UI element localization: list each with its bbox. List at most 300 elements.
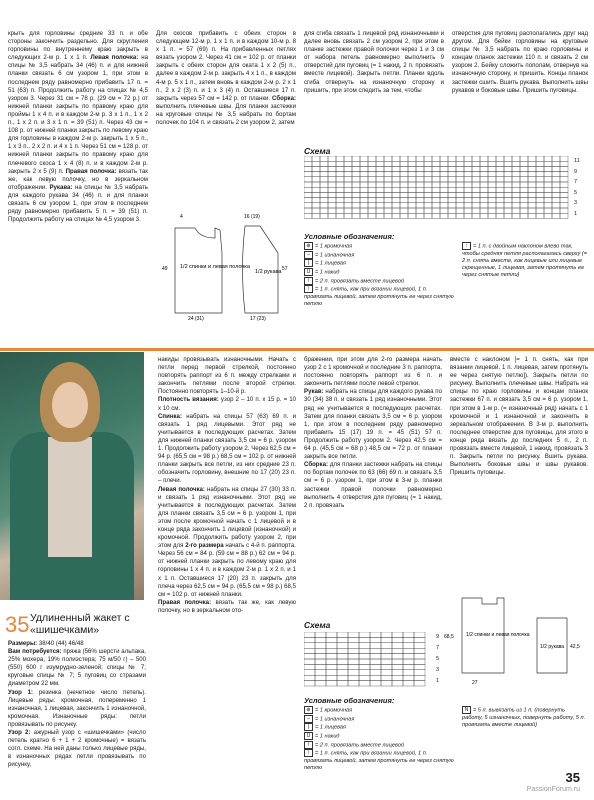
chart-cell [408, 166, 416, 171]
chart-cell [408, 161, 416, 166]
chart-cell [392, 681, 403, 686]
ssk-symbol-icon: \ [304, 749, 313, 757]
selvage-symbol-icon: ⊕ [304, 242, 313, 250]
row-num: 7 [574, 179, 578, 185]
chart-cell [352, 156, 360, 161]
dim-top-0: 4 [180, 214, 183, 220]
top-row-numbers [574, 156, 580, 219]
chart-cell [304, 187, 312, 192]
chart-cell [504, 182, 512, 187]
chart-cell [414, 637, 425, 642]
pattern1-text: резинка (нечетное число петель). Лицевые ряды: кромочная, попеременно 1 изнаночная, 1 лицевая, закончить 1 изнаночной, кромочная. Изнаночные ряды: петли провязывать по рисунку. [8, 688, 147, 728]
chart-cell [496, 156, 504, 161]
chart-cell [472, 213, 480, 218]
chart-cell [376, 177, 384, 182]
chart-cell [528, 187, 536, 192]
chart-cell [392, 177, 400, 182]
chart-cell [416, 208, 424, 213]
chart-cell [408, 213, 416, 218]
chart-cell [488, 192, 496, 197]
back-label: Спинка: [158, 412, 182, 420]
chart-cell [408, 177, 416, 182]
chart-cell [448, 198, 456, 203]
chart-cell [400, 192, 408, 197]
chart-cell [315, 654, 326, 659]
chart-cell [392, 198, 400, 203]
chart-cell [464, 161, 472, 166]
chart-cell [424, 192, 432, 197]
chart-cell [504, 187, 512, 192]
chart-cell [400, 213, 408, 218]
chart-cell [337, 681, 348, 686]
sleeve-piece-label: 1/2 рукава [255, 269, 282, 275]
chart-cell [456, 187, 464, 192]
chart-cell [370, 648, 381, 653]
chart-cell [480, 166, 488, 171]
page-number: 35 [565, 770, 580, 785]
legend-item: – = 1 изнаночная [304, 715, 454, 724]
chart-cell [520, 172, 528, 177]
section-divider [0, 348, 594, 351]
purl-symbol-icon: – [304, 251, 313, 259]
chart-cell [344, 166, 352, 171]
chart-cell [400, 177, 408, 182]
chart-cell [416, 166, 424, 171]
chart-cell [520, 213, 528, 218]
left-front-text: на спицы № 3,5 набрать 34 (46) п. и для нижней планки связать 6 см узором 1, при этом в последнем ряду равномерно прибавить 17 п. = 51 (63) п. Продолжить работу на спицах № 4,5 узором 3. Через 31 см = 78 р. (29 см = 72 р.) от нижней планки закрыть по правому краю для проймы 1 x 4 п. и в каждом 2-м р. 3 x 1 п., 1 x 2 п., 1 x 2 п. и 3 x 1 п. = 39 (51) п. Через 43 см = 108 р. от нижней планки закрыть по левому краю для горловины в каждом 2-м р. закрыть 1 х 5 п., 1 х 3 п., 2 х 2 п. и 4 х 1 п. Через 51 см = 128 р. от нижней планки закрыть по правому краю для плечевого скоса 1 х 4 (8) п. и в каждом 2-м р. закрыть 2 x 5 (9) п. [8, 54, 149, 175]
pattern-title: Удлиненный жакет с «шишечками» [30, 612, 130, 636]
chart-cell [376, 192, 384, 197]
chart-cell [456, 156, 464, 161]
chart-cell [376, 208, 384, 213]
chart-cell [512, 177, 520, 182]
chart-cell [440, 213, 448, 218]
legend-item: U = 1 накид [304, 268, 454, 277]
chart-cell [315, 681, 326, 686]
chart-cell [432, 203, 440, 208]
chart-cell [360, 203, 368, 208]
chart-cell [416, 172, 424, 177]
chart-cell [552, 192, 560, 197]
chart-cell [368, 156, 376, 161]
chart-cell [304, 172, 312, 177]
chart-cell [432, 198, 440, 203]
chart-cell [304, 156, 312, 161]
chart-cell [512, 192, 520, 197]
chart-cell [403, 632, 414, 637]
chart-cell [440, 198, 448, 203]
chart-cell [528, 208, 536, 213]
chart-cell [392, 659, 403, 664]
chart-cell [536, 161, 544, 166]
chart-cell [328, 166, 336, 171]
chart-cell [360, 156, 368, 161]
chart-cell [472, 177, 480, 182]
chart-cell [496, 203, 504, 208]
chart-cell [416, 203, 424, 208]
chart-cell [480, 213, 488, 218]
chart-cell [472, 208, 480, 213]
chart-cell [368, 177, 376, 182]
chart-cell [384, 198, 392, 203]
chart-cell [496, 198, 504, 203]
chart-cell [536, 182, 544, 187]
chart-cell [544, 172, 552, 177]
chart-cell [360, 182, 368, 187]
chart-cell [360, 187, 368, 192]
chart-cell [448, 187, 456, 192]
chart-cell [480, 187, 488, 192]
chart-cell [336, 182, 344, 187]
chart-cell [408, 198, 416, 203]
chart-cell [448, 172, 456, 177]
chart-cell [432, 161, 440, 166]
chart-cell [414, 659, 425, 664]
chart-cell [352, 177, 360, 182]
chart-cell [304, 632, 315, 637]
bottom-legend-right: N = 5 п. вывязать из 1 п. (повернуть работу, 5 изнаночных, повернуть работу, 5 п. провязать вместе лицевой) [462, 707, 586, 728]
chart-cell [528, 198, 536, 203]
chart-cell [328, 172, 336, 177]
legend-item: ⊕ = 1 кромочная [304, 242, 454, 251]
chart-cell [520, 208, 528, 213]
chart-cell [304, 161, 312, 166]
chart-cell [368, 192, 376, 197]
chart-cell [440, 203, 448, 208]
chart-cell [384, 187, 392, 192]
chart-cell [400, 198, 408, 203]
chart-cell [381, 637, 392, 642]
density-text: узор 2 – 10 п. x 15 р. = 10 x 10 см. [158, 396, 296, 412]
top-stitch-chart [304, 156, 574, 220]
chart-cell [504, 213, 512, 218]
chart-cell [320, 203, 328, 208]
chart-cell [512, 198, 520, 203]
chart-cell [552, 187, 560, 192]
chart-cell [348, 664, 359, 669]
double-decrease-symbol-icon: ↑ [462, 242, 471, 250]
chart-cell [337, 654, 348, 659]
chart-cell [472, 192, 480, 197]
chart-cell [312, 192, 320, 197]
chart-cell [528, 177, 536, 182]
chart-cell [368, 166, 376, 171]
chart-cell [360, 192, 368, 197]
chart-cell [408, 203, 416, 208]
chart-cell [504, 177, 512, 182]
chart-cell [400, 166, 408, 171]
chart-cell [448, 166, 456, 171]
chart-cell [403, 670, 414, 675]
chart-cell [360, 172, 368, 177]
chart-cell [496, 208, 504, 213]
chart-cell [440, 156, 448, 161]
chart-cell [392, 182, 400, 187]
chart-cell [328, 208, 336, 213]
pattern2-label: Узор 2: [8, 729, 31, 737]
sizes-label: Размеры: [8, 640, 38, 647]
chart-cell [552, 182, 560, 187]
chart-cell [352, 208, 360, 213]
chart-cell [488, 161, 496, 166]
chart-cell [496, 161, 504, 166]
chart-cell [560, 177, 568, 182]
chart-cell [304, 664, 315, 669]
chart-cell [448, 203, 456, 208]
chart-cell [424, 198, 432, 203]
chart-cell [424, 177, 432, 182]
chart-cell [472, 166, 480, 171]
density-label: Плотность вязания: [158, 396, 219, 404]
chart-cell [348, 632, 359, 637]
chart-cell [488, 182, 496, 187]
chart-cell [370, 637, 381, 642]
chart-cell [440, 177, 448, 182]
chart-cell [392, 172, 400, 177]
chart-cell [416, 161, 424, 166]
chart-cell [381, 670, 392, 675]
legend-item: U = 1 накид [304, 732, 454, 741]
knit-symbol-icon: | [304, 723, 313, 731]
chart-cell [376, 156, 384, 161]
chart-cell [392, 648, 403, 653]
chart-cell [348, 643, 359, 648]
chart-cell [414, 675, 425, 680]
chart-cell [384, 208, 392, 213]
chart-cell [414, 643, 425, 648]
chart-cell [352, 161, 360, 166]
chart-cell [504, 198, 512, 203]
chart-cell [456, 208, 464, 213]
assembly-text: выполнить плечевые швы. Для планки застежки на круговые спицы № 3,5 набрать по бортам полочек по 104 п. и связать 2 см узором 2, затем [156, 102, 296, 127]
chart-cell [424, 187, 432, 192]
chart-cell [370, 632, 381, 637]
chart-cell [456, 182, 464, 187]
top-column-1 [8, 30, 148, 224]
chart-cell [552, 198, 560, 203]
chart-cell [528, 156, 536, 161]
chart-cell [326, 659, 337, 664]
dim-top-2: 16 (19) [244, 214, 260, 220]
chart-cell [512, 208, 520, 213]
chart-cell [312, 203, 320, 208]
chart-cell [560, 161, 568, 166]
chart-cell [414, 632, 425, 637]
chart-cell [359, 681, 370, 686]
chart-cell [480, 172, 488, 177]
chart-cell [359, 670, 370, 675]
chart-cell [392, 670, 403, 675]
chart-cell [348, 675, 359, 680]
knit-symbol-icon: | [304, 259, 313, 267]
chart-cell [414, 681, 425, 686]
chart-cell [472, 187, 480, 192]
row-num: 3 [574, 200, 578, 206]
chart-cell [304, 670, 315, 675]
chart-cell [536, 203, 544, 208]
chart-cell [440, 208, 448, 213]
chart-cell [504, 172, 512, 177]
row-num: 9 [574, 168, 578, 175]
chart-cell [392, 208, 400, 213]
chart-cell [512, 172, 520, 177]
chart-cell [348, 659, 359, 664]
chart-cell [376, 198, 384, 203]
chart-cell [560, 187, 568, 192]
chart-cell [440, 187, 448, 192]
chart-cell [315, 632, 326, 637]
chart-cell [512, 156, 520, 161]
chart-cell [392, 654, 403, 659]
top-schema-title: Схема [304, 146, 331, 156]
top-column-2 [156, 30, 296, 127]
chart-cell [488, 213, 496, 218]
top-garment-diagram [160, 208, 295, 323]
dim2-bottom-0: 27 [472, 680, 478, 686]
chart-cell [520, 187, 528, 192]
chart-cell [304, 637, 315, 642]
chart-cell [552, 156, 560, 161]
chart-cell [480, 198, 488, 203]
size2-text: начать с 4-й п. раппорта. Через 56 см = 84 р. (59 см = 88 р.) 62 см = 94 р. от нижней планки закрыть по левому краю для горловины 1 x 4 п. и в каждом 2-м р. 1 х 2 п. и 1 х 1 п. Оставшиеся 17 (20) 23 п. закрыть для плеча через 62,5 см = 94 р. (65,5 см = 98 р.) 68,5 см = 102 р. от нижней планки. [158, 542, 296, 598]
chart-cell [360, 198, 368, 203]
sleeve2-piece-label: 1/2 рукава [540, 644, 565, 650]
chart-cell [408, 156, 416, 161]
chart-cell [352, 213, 360, 218]
chart-cell [320, 187, 328, 192]
chart-cell [344, 161, 352, 166]
chart-cell [348, 654, 359, 659]
yarn-over-symbol-icon: U [304, 268, 313, 276]
chart-cell [528, 166, 536, 171]
chart-cell [504, 208, 512, 213]
chart-cell [408, 182, 416, 187]
chart-cell [315, 659, 326, 664]
chart-cell [488, 187, 496, 192]
chart-cell [496, 166, 504, 171]
chart-cell [328, 156, 336, 161]
pattern2-text: ажурный узор с «шишечками» (число петель кратно 6 + 1 + 2 кромочные) = вязать согл. схеме. На ней даны только лицевые ряды, в изнаночных рядах петли провязывать по рисунку, [8, 729, 146, 769]
chart-cell [344, 182, 352, 187]
chart-cell [464, 182, 472, 187]
chart-cell [337, 659, 348, 664]
right-front2-text: вязать так же, как левую полочку, но в зеркальном ото- [158, 598, 296, 614]
chart-cell [403, 659, 414, 664]
chart-cell [370, 654, 381, 659]
chart-cell [359, 654, 370, 659]
chart-cell [344, 208, 352, 213]
chart-cell [326, 643, 337, 648]
chart-cell [344, 156, 352, 161]
chart-cell [352, 172, 360, 177]
chart-cell [448, 177, 456, 182]
legend-item: \ = 1 п. снять, как при вязании лицевой, 1 п. провязать лицевой, затем протянуть ее через снятую петлю [304, 750, 454, 772]
sleeves-text: на спицы № 3,5 набрать для каждого рукава 34 (46) п. и для планки связать 6 см узором 1, при этом в последнем ряду равномерно прибавить 5 п. = 39 (51) п. Продолжить работу на спицах № 4,5 узором 3. [8, 183, 148, 224]
chart-cell [384, 161, 392, 166]
chart-cell [336, 177, 344, 182]
chart-cell [337, 637, 348, 642]
chart-cell [512, 213, 520, 218]
chart-cell [432, 208, 440, 213]
model-photo [0, 352, 144, 600]
chart-cell [312, 213, 320, 218]
dim-side-0: 49 [162, 266, 168, 272]
chart-cell [304, 643, 315, 648]
chart-cell [312, 161, 320, 166]
c2-text: накиды провязывать изнаночными. Начать с петли перед первой стрелкой, постоянно повторять раппорт из 6 п. между стрелками и закончить петлями после второй стрелки. Постоянно повторять 1–10-й р. [158, 356, 296, 396]
chart-cell [416, 213, 424, 218]
chart-cell [440, 166, 448, 171]
chart-cell [320, 213, 328, 218]
top-legend [304, 242, 454, 309]
chart-cell [448, 192, 456, 197]
chart-cell [368, 198, 376, 203]
chart-cell [424, 166, 432, 171]
chart-cell [312, 198, 320, 203]
chart-cell [368, 172, 376, 177]
chart-cell [440, 182, 448, 187]
chart-cell [520, 161, 528, 166]
chart-cell [464, 208, 472, 213]
chart-cell [328, 203, 336, 208]
back-text: набрать на спицы 57 (63) 69 п. и связать 1 ряд лицевыми. Этот ряд не учитывается в последующих расчетах. Затем для нижней планки связать 3,5 см = 6 р. узором 1. Продолжить работу узором 2. Через 62,5 см = 94 р. (65,5 см = 98 р.) 68,5 см = 102 р. от нижней планки закрыть все петли, из них средние 23 п. обозначить горловину, внешние по 17 (20) 23 п. – плечи. [158, 412, 296, 485]
chart-cell [360, 177, 368, 182]
chart-cell [320, 208, 328, 213]
chart-cell [348, 681, 359, 686]
sizes-text: 38/40 (44) 46/48 [38, 640, 84, 647]
legend-item: ⊕ = 1 кромочная [304, 706, 454, 715]
chart-cell [408, 187, 416, 192]
chart-cell [416, 182, 424, 187]
chart-cell [403, 643, 414, 648]
chart-cell [381, 648, 392, 653]
chart-cell [304, 675, 315, 680]
materials-text: пряжа (56% шерсти альпака, 25% мохера, 19% полиэстера; 75 м/50 г) – 500 (550) 600 г изумрудно-зеленой; спицы № 7; круговые спицы № 7; 5 пуговиц со стразами диаметром 22 мм. [8, 648, 147, 688]
chart-cell [320, 166, 328, 171]
chart-cell [472, 161, 480, 166]
chart-cell [304, 208, 312, 213]
chart-cell [304, 166, 312, 171]
photo-top [48, 437, 92, 557]
chart-cell [464, 172, 472, 177]
legend-item: – = 1 изнаночная [304, 251, 454, 260]
assembly2-text: для планки застежки набрать на спицы по бортам полочек по 63 (66) 69 п. и связать 3,5 см = 6 р. узором 1, при этом в 3-м р. планки застежки правой полочки равномерно выполнить 4 отверстия для пуговиц (= 1 накид, 2 п. провязать [304, 461, 442, 509]
chart-cell [544, 203, 552, 208]
chart-cell [536, 213, 544, 218]
chart-cell [376, 172, 384, 177]
pattern-number: 35 [5, 612, 30, 637]
chart-cell [320, 172, 328, 177]
chart-cell [488, 203, 496, 208]
chart-cell [304, 177, 312, 182]
chart-cell [520, 177, 528, 182]
chart-cell [544, 192, 552, 197]
chart-cell [408, 172, 416, 177]
chart-cell [368, 161, 376, 166]
chart-cell [348, 637, 359, 642]
chart-cell [416, 156, 424, 161]
chart-cell [352, 198, 360, 203]
chart-cell [312, 156, 320, 161]
chart-cell [381, 643, 392, 648]
chart-cell [376, 187, 384, 192]
chart-cell [432, 192, 440, 197]
chart-cell [344, 192, 352, 197]
top-col2-text: Для скосов прибавить с обеих сторон в следующем 12-м р. 1 х 1 п. и в каждом 10-м р. 8 х 1 п. = 57 (69) п. На прибавленных петлях вязать узором 2. Через 41 см = 102 р. от планки закрыть с обеих сторон для оката 1 х 2 (5) п., далее в каждом 2-м р. закрыть 4 х 1 п., в каждом 4-м р. 5 х 1 п., затем вновь в каждом 2-м р. 2 х 1 п., 2 х 2 (3) п. и 1 х 3 (4) п. Оставшиеся 17 п. закрыть через 57 см = 142 р. от планки. [156, 30, 296, 102]
chart-cell [304, 659, 315, 664]
chart-cell [544, 161, 552, 166]
chart-cell [472, 156, 480, 161]
